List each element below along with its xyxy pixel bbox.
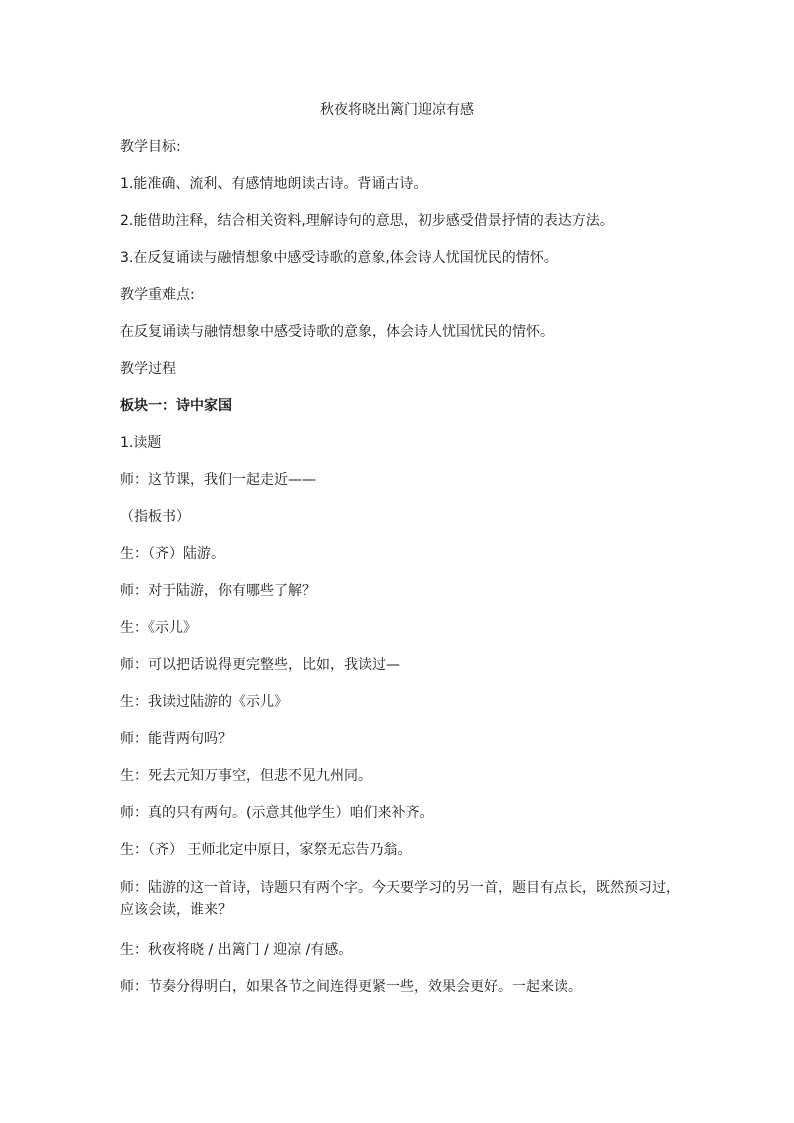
key-points-text: 在反复诵读与融情想象中感受诗歌的意象，体会诗人忧国忧民的情怀。: [120, 324, 554, 340]
dialogue-line: 师：对于陆游，你有哪些了解？: [120, 583, 316, 599]
dialogue-line: 师：能背两句吗？: [120, 731, 232, 747]
section-heading-1: 板块一：诗中家国: [120, 398, 232, 414]
dialogue-line: 生：（齐） 王师北定中原日，家祭无忘告乃翁。: [120, 842, 412, 858]
dialogue-line: 生：《示儿》: [120, 620, 197, 636]
step-read-title: 1.读题: [120, 435, 162, 451]
dialogue-line: 生：死去元知万事空，但悲不见九州同。: [120, 768, 372, 784]
dialogue-line: 师：真的只有两句。(示意其他学生）咱们来补齐。: [120, 805, 434, 821]
dialogue-line: 师：可以把话说得更完整些，比如，我读过—: [120, 657, 400, 673]
heading-key-points: 教学重难点:: [120, 287, 195, 303]
dialogue-line: 师：陆游的这一首诗，诗题只有两个字。今天要学习的另一首，题目有点长，既然预习过，应该会读，谁来？: [120, 880, 680, 918]
heading-process: 教学过程: [120, 361, 176, 377]
heading-objectives: 教学目标:: [120, 139, 181, 155]
dialogue-line: 生：我读过陆游的《示儿》: [120, 694, 288, 710]
dialogue-line: 生：秋夜将晓 / 出篱门 / 迎凉 /有感。: [120, 942, 353, 958]
objective-2: 2.能借助注释，结合相关资料,理解诗句的意思，初步感受借景抒情的表达方法。: [120, 213, 614, 229]
objective-3: 3.在反复诵读与融情想象中感受诗歌的意象,体会诗人忧国忧民的情怀。: [120, 250, 558, 266]
dialogue-line: 师：节奏分得明白，如果各节之间连得更紧一些，效果会更好。一起来读。: [120, 979, 582, 995]
dialogue-line: （指板书）: [120, 509, 190, 525]
objective-1: 1.能准确、流利、有感情地朗读古诗。背诵古诗。: [120, 176, 428, 192]
dialogue-line: 师：这节课，我们一起走近——: [120, 472, 316, 488]
document-title: 秋夜将晓出篱门迎凉有感: [320, 102, 474, 118]
dialogue-line: 生：（齐）陆游。: [120, 546, 225, 562]
